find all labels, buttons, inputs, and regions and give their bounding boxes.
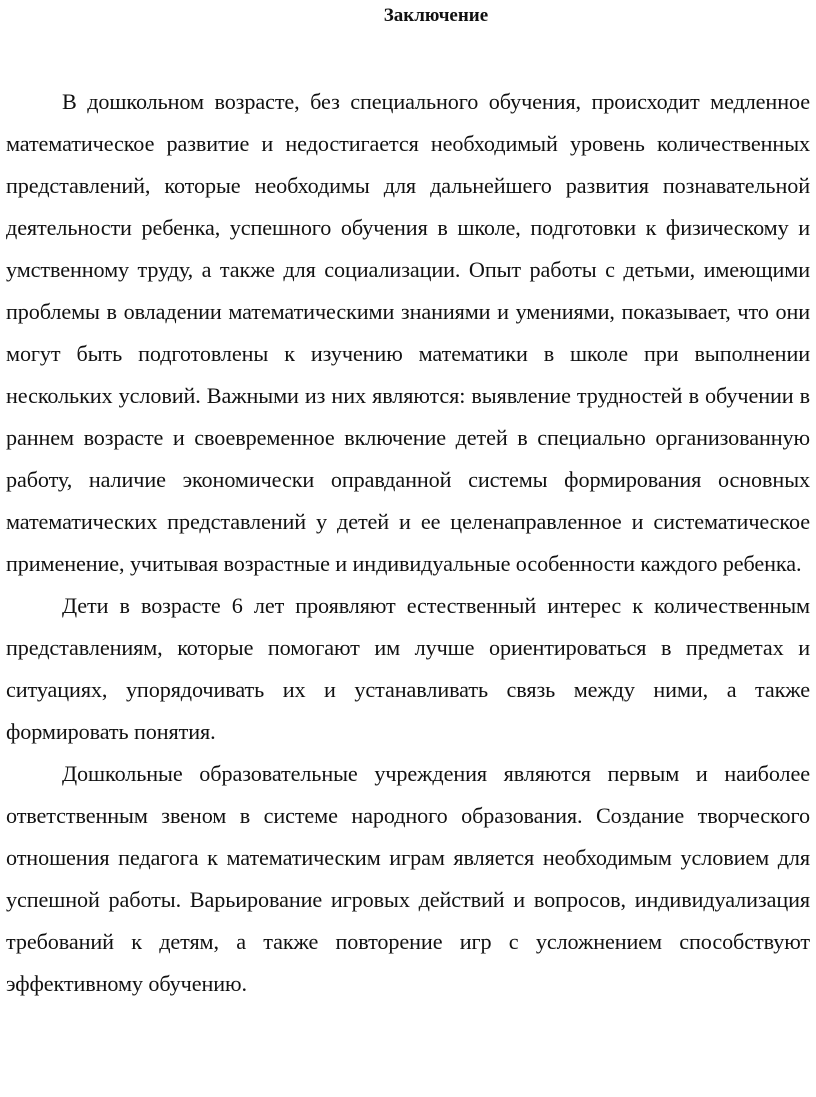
page-title: Заключение <box>383 5 489 26</box>
paragraph-3: Дошкольные образовательные учреждения являются первым и наиболее ответственным звеном в системе народного образования. Создание творческого отношения педагога к математическим играм является необходимым условием для успешной работы. Варьирование игровых действий и вопросов, индивидуализация требований к детям, а также повторение игр с усложнением способствуют эффективному обучению. <box>6 761 810 996</box>
paragraph-2: Дети в возрасте 6 лет проявляют естественный интерес к количественным представлениям, которые помогают им лучше ориентироваться в предметах и ситуациях, упорядочивать их и устанавливать связь между ними, а также формировать понятия. <box>6 593 810 744</box>
paragraph-1: В дошкольном возрасте, без специального обучения, происходит медленное математическое развитие и недостигается необходимый уровень количественных представлений, которые необходимы для дальнейшего развития познавательной деятельности ребенка, успешного обучения в школе, подготовки к физическому и умственному труду, а также для социализации. Опыт работы с детьми, имеющими проблемы в овладении математическими знаниями и умениями, показывает, что они могут быть подготовлены к изучению математики в школе при выполнении нескольких условий. Важными из них являются: выявление трудностей в обучении в раннем возрасте и своевременное включение детей в специально организованную работу, наличие экономически оправданной системы формирования основных математических представлений у детей и ее целенаправленное и систематическое применение, учитывая возрастные и индивидуальные особенности каждого ребенка. <box>6 89 810 576</box>
